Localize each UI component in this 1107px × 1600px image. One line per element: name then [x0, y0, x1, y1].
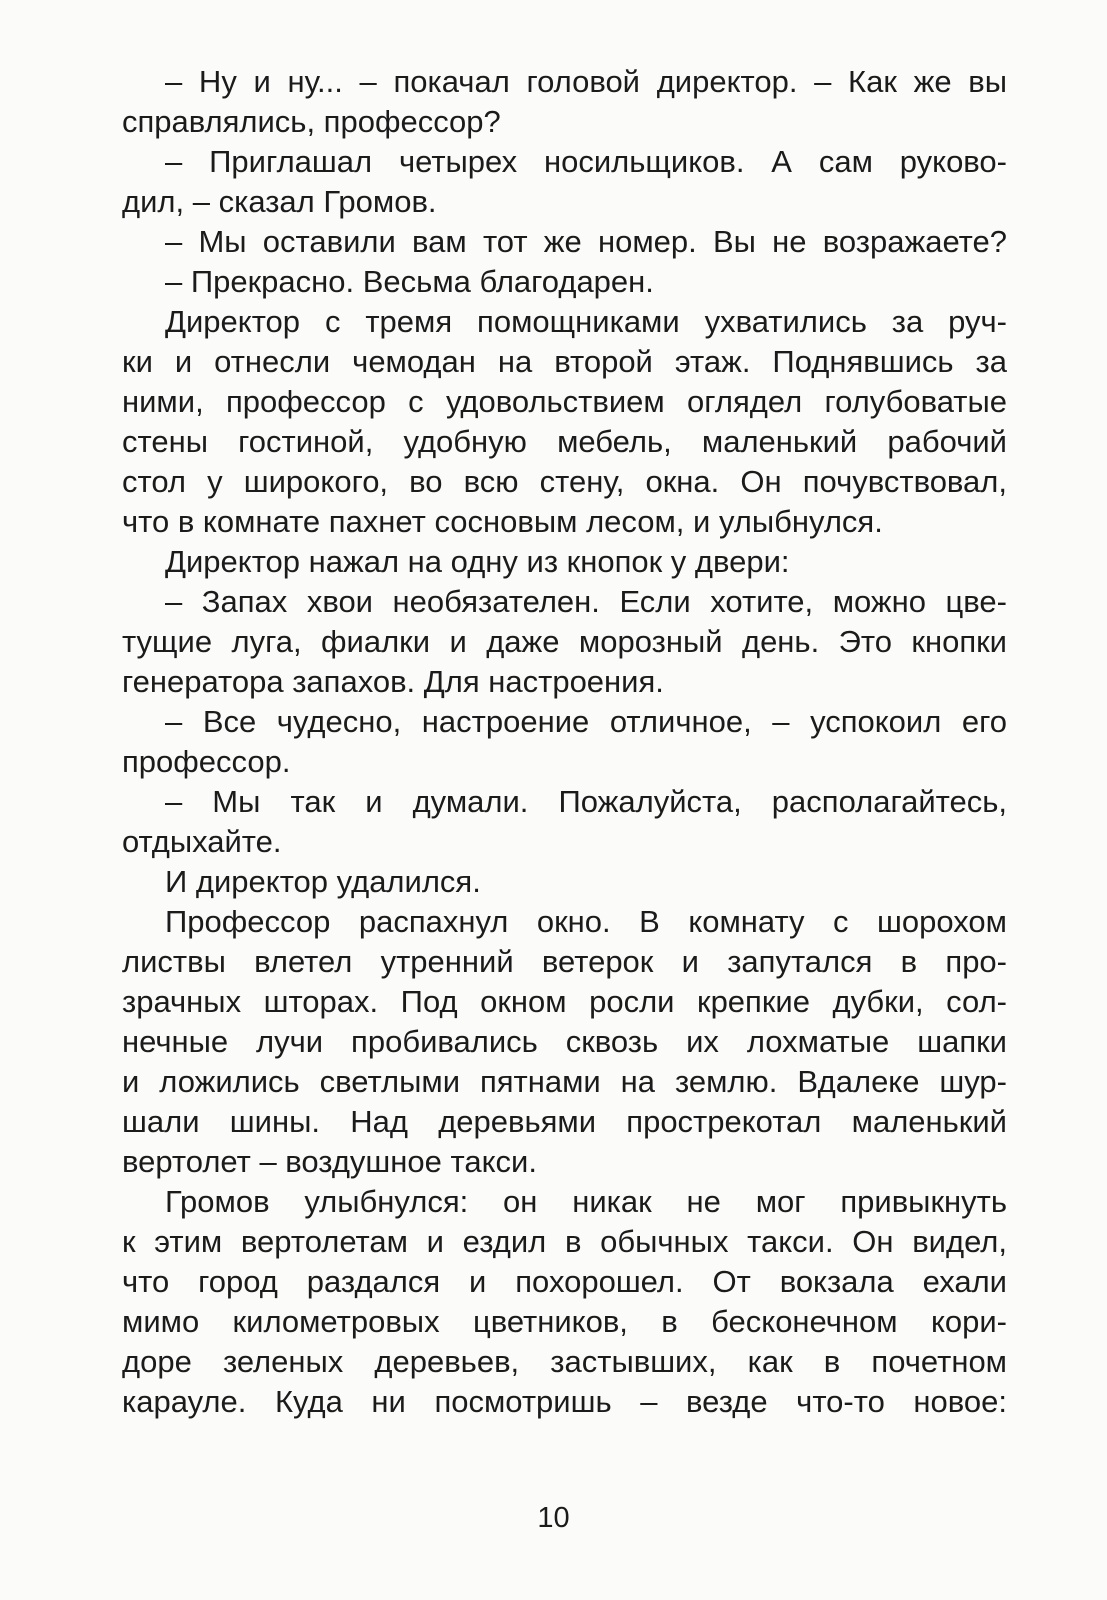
- text-line: Громов улыбнулся: он никак не мог привыкнуть: [165, 1184, 1007, 1219]
- text-line: – Прекрасно. Весьма благодарен.: [165, 264, 654, 299]
- text-line: отдыхайте.: [122, 824, 282, 859]
- text-line: что город раздался и похорошел. От вокзала ехали: [122, 1264, 1007, 1299]
- text-line: что в комнате пахнет сосновым лесом, и улыбнулся.: [122, 504, 883, 539]
- text-line: справлялись, профессор?: [122, 104, 501, 139]
- text-line: Директор с тремя помощниками ухватились за руч-: [165, 304, 1007, 339]
- text-line: карауле. Куда ни посмотришь – везде что-то новое:: [122, 1384, 1007, 1419]
- text-line: генератора запахов. Для настроения.: [122, 664, 664, 699]
- text-line: доре зеленых деревьев, застывших, как в почетном: [122, 1344, 1007, 1379]
- text-line: и ложились светлыми пятнами на землю. Вдалеке шур-: [122, 1064, 1007, 1099]
- text-line: шали шины. Над деревьями прострекотал маленький: [122, 1104, 1007, 1139]
- text-line: – Мы оставили вам тот же номер. Вы не возражаете?: [165, 224, 1007, 259]
- text-line: Директор нажал на одну из кнопок у двери:: [165, 544, 790, 579]
- text-line: – Запах хвои необязателен. Если хотите, можно цве-: [165, 584, 1007, 619]
- text-line: ними, профессор с удовольствием оглядел голубоватые: [122, 384, 1007, 419]
- text-line: стол у широкого, во всю стену, окна. Он почувствовал,: [122, 464, 1007, 499]
- text-line: ки и отнесли чемодан на второй этаж. Поднявшись за: [122, 344, 1007, 379]
- text-line: листвы влетел утренний ветерок и запутался в про-: [122, 944, 1007, 979]
- text-line: тущие луга, фиалки и даже морозный день. Это кнопки: [122, 624, 1007, 659]
- text-line: – Все чудесно, настроение отличное, – успокоил его: [165, 704, 1007, 739]
- text-line: мимо километровых цветников, в бесконечном кори-: [122, 1304, 1007, 1339]
- text-line: – Ну и ну... – покачал головой директор. – Как же вы: [165, 64, 1007, 99]
- text-line: вертолет – воздушное такси.: [122, 1144, 537, 1179]
- text-line: – Мы так и думали. Пожалуйста, располагайтесь,: [165, 784, 1007, 819]
- text-line: стены гостиной, удобную мебель, маленький рабочий: [122, 424, 1007, 459]
- text-line: к этим вертолетам и ездил в обычных такси. Он видел,: [122, 1224, 1007, 1259]
- text-line: Профессор распахнул окно. В комнату с шорохом: [165, 904, 1007, 939]
- text-line: зрачных шторах. Под окном росли крепкие дубки, сол-: [122, 984, 1007, 1019]
- body-text: [122, 62, 1007, 1422]
- page-number: 10: [537, 1502, 570, 1534]
- text-line: И директор удалился.: [165, 864, 481, 899]
- text-line: – Приглашал четырех носильщиков. А сам руково-: [165, 144, 1007, 179]
- text-line: нечные лучи пробивались сквозь их лохматые шапки: [122, 1024, 1007, 1059]
- text-line: дил, – сказал Громов.: [122, 184, 437, 219]
- text-line: профессор.: [122, 744, 291, 779]
